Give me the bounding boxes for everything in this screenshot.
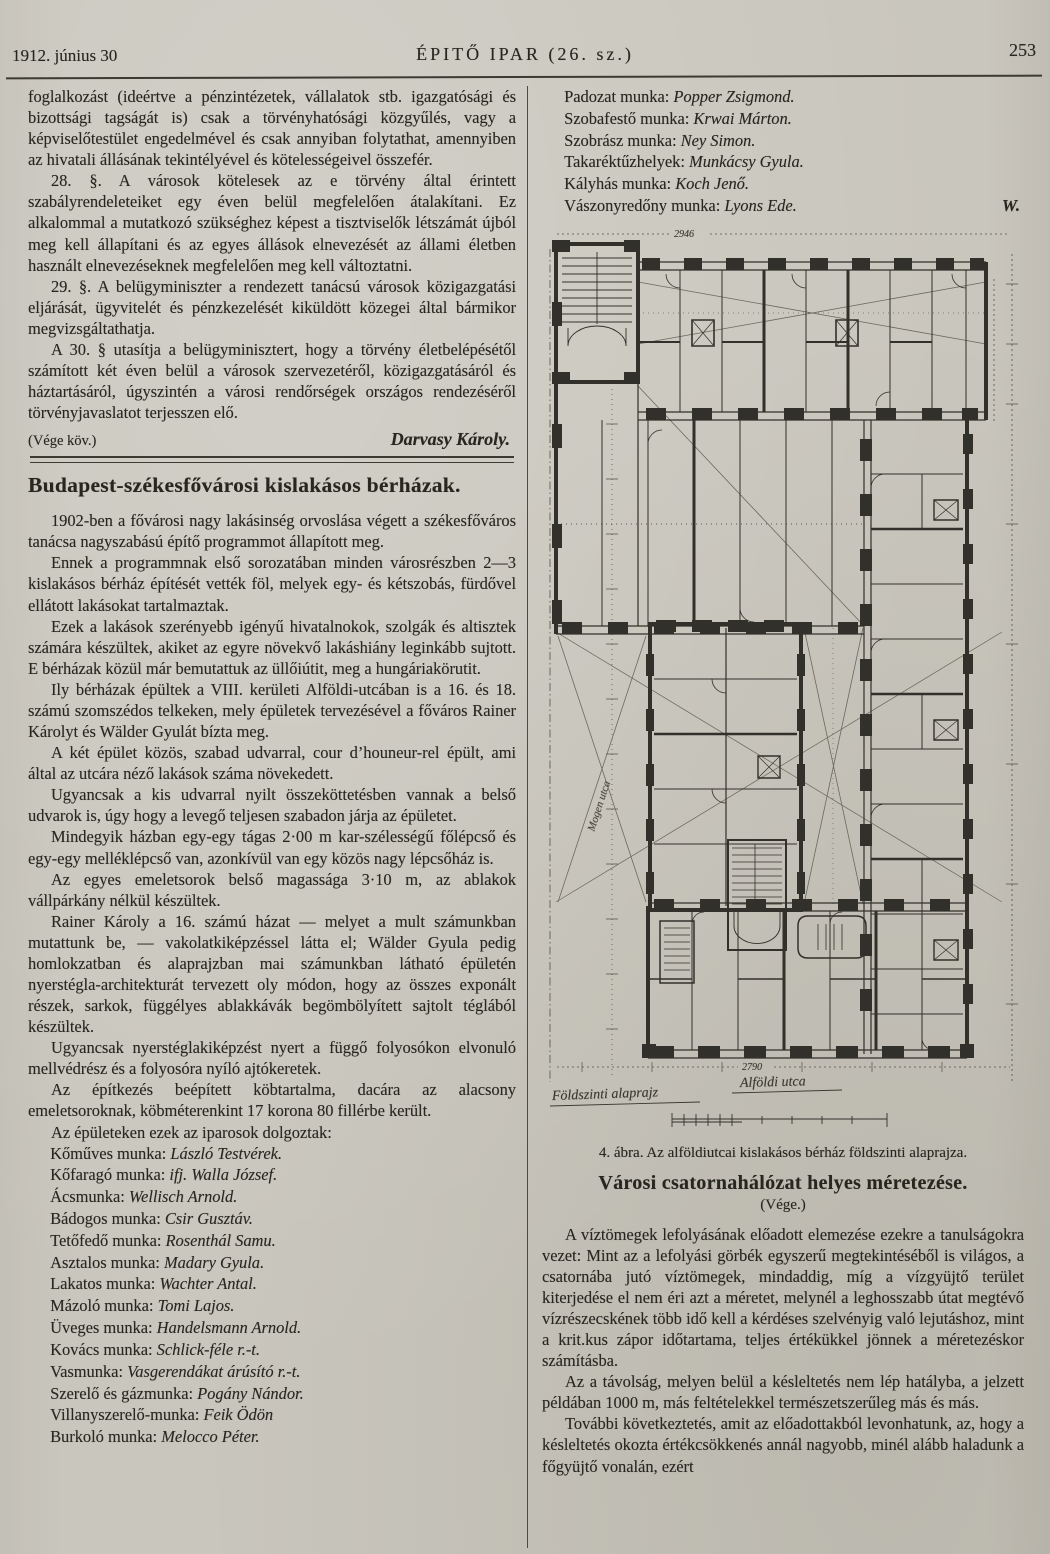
contractor-line xyxy=(28,1143,516,1165)
contractor-line xyxy=(28,1426,516,1448)
trade-label: Szerelő és gázmunka: xyxy=(50,1383,194,1403)
plan-dimension-bottom: 2790 xyxy=(742,1061,762,1073)
article1-paragraph: 28. §. A városok kötelesek az e törvény által érintett szabályrendeleteiket egy éven belül megfelelően átalakítani. Ez alkalommal a mutatkozó szükséghez képest a tisztviselők létszámát újból meg kell állapítani és az egyes állások elnevezését az állami életben használt elnevezéseknek megfelelően meg kell változtatni. xyxy=(28,171,516,275)
contractor-line xyxy=(28,1208,516,1230)
right-column xyxy=(542,86,1024,1477)
article1-paragraph: 29. §. A belügyminiszter a rendezett tanácsú városok közigazgatási eljárását, ügyvitelét és pénzkezelését kiküldött közegei által bármikor megvizsgáltathatja. xyxy=(28,276,516,338)
contractor-name: Wachter Antal. xyxy=(159,1274,257,1294)
article1-paragraph: foglalkozást (ideértve a pénzintézetek, vállalatok stb. igazgatósági és bizottsági tagságát is) csak a törvényhatósági közgyűlés, vagy a képviselőtestület engedelmével és csak annyiban folytathat, amennyiben az hivatali állásának tekintélyével és kötelességeivel összefér. xyxy=(28,87,516,170)
article3-paragraph: Az a távolság, melyen belül a késleltetés nem lép hatályba, a jelzett példában 1000 m, más feltételekkel természetszerűleg más és más. xyxy=(542,1372,1024,1413)
top-wing xyxy=(638,258,986,420)
contractor-line xyxy=(28,1295,516,1317)
contractor-line xyxy=(542,130,1024,152)
contractor-line xyxy=(28,1339,516,1361)
article2-paragraph: Ennek a programmnak első sorozatában minden városrészben 2—3 kislakásos bérház építését vették föl, melyek egy- és kétszobás, fürdővel ellátott lakásokat tartalmaztak. xyxy=(28,553,516,615)
contractor-line xyxy=(542,86,1024,108)
contractor-name: Handelsmann Arnold. xyxy=(156,1318,302,1338)
article2-paragraph: 1902-ben a fővárosi nagy lakásinség orvoslása végett a székesfőváros tanácsa nagyszabású építő programmot állapított meg. xyxy=(28,511,516,552)
contractor-name: Madary Gyula. xyxy=(163,1252,265,1272)
contractor-line xyxy=(28,1252,516,1274)
trade-label: Asztalos munka: xyxy=(50,1252,160,1272)
contractor-name: Popper Zsigmond. xyxy=(673,87,795,106)
left-column xyxy=(28,86,516,1448)
contractor-line xyxy=(28,1317,516,1339)
contractor-name: Lyons Ede. xyxy=(724,196,797,216)
article3-subtitle: (Vége.) xyxy=(760,1196,806,1213)
plan-label-street: Alföldi utca xyxy=(739,1073,806,1091)
column-divider xyxy=(527,86,528,1548)
page-number: 253 xyxy=(1009,40,1036,60)
contractor-line xyxy=(28,1186,516,1208)
main-staircase xyxy=(728,840,786,950)
article3-paragraph: További következtetés, amit az előadottakból levonhatunk, az, hogy a késleltetés okozta értékcsökkenés annál nagyobb, minél alább haladunk a főgyüjtő vonalán, ezért xyxy=(542,1414,1024,1476)
trade-label: Padozat munka: xyxy=(564,87,670,106)
contractor-line xyxy=(28,1164,516,1186)
scale-bar xyxy=(672,1113,887,1127)
trade-label: Kőfaragó munka: xyxy=(50,1165,166,1185)
article2-paragraph: Ugyancsak nyerstéglakiképzést nyert a függő folyosókon elvonuló mellvédrész és a folyosóra nyíló ajtókeretek. xyxy=(28,1038,516,1079)
trade-and-name xyxy=(564,195,797,218)
contractor-line xyxy=(28,1404,516,1426)
trade-label: Üveges munka: xyxy=(50,1318,153,1338)
contractor-name: ifj. Walla József. xyxy=(169,1165,278,1185)
trade-label: Burkoló munka: xyxy=(50,1427,158,1447)
contractor-name: Melocco Péter. xyxy=(161,1427,260,1447)
trade-label: Takaréktűzhelyek: xyxy=(564,152,685,172)
continuation-note: (Vége köv.) xyxy=(28,433,97,450)
article2-paragraph: Mindegyik házban egy-egy tágas 2·00 m kar-szélességű főlépcső és egy-egy melléklépcső van, azonkívül van egy közös nagy lépcsőház is. xyxy=(28,827,516,868)
contractor-line xyxy=(542,151,1024,173)
trade-label: Szobrász munka: xyxy=(564,130,677,150)
journal-title: ÉPITŐ IPAR (26. sz.) xyxy=(416,44,634,64)
contractor-name: Tomi Lajos. xyxy=(157,1296,235,1316)
article2-paragraph: A két épület közös, szabad udvarral, cour d’houneur-rel épült, ami által az utcára néző lakások száma növekedett. xyxy=(28,743,516,784)
contractor-name: Schlick-féle r.-t. xyxy=(156,1339,260,1359)
trade-label: Szobafestő munka: xyxy=(564,108,690,128)
contractor-name: Feik Ödön xyxy=(203,1405,274,1425)
contractor-line xyxy=(28,1273,516,1295)
contractor-name: Munkácsy Gyula. xyxy=(689,152,804,172)
street-wing xyxy=(642,899,974,1058)
article2-title: Budapest-székesfővárosi kislakásos bérházak. xyxy=(28,473,461,498)
contractor-name: Koch Jenő. xyxy=(675,174,749,194)
contractor-name: Rosenthál Samu. xyxy=(165,1230,276,1250)
figure-caption: 4. ábra. Az alföldiutcai kislakásos bérház földszinti alaprajza. xyxy=(598,1144,968,1161)
contractor-line xyxy=(28,1383,516,1405)
article2-paragraph: Ezek a lakások szerényebb igényű hivatalnokok, szolgák és altisztek számára készültek, akiket az egyre növekvő lakáshiány leginkább sujtott. E bérházak közül már bemutattuk az üllőiútit, meg a hungáriakörutit. xyxy=(28,616,516,678)
contractor-name: Pogány Nándor. xyxy=(197,1383,304,1403)
plan-label-ground-plan: Földszinti alaprajz xyxy=(551,1084,659,1104)
courtyard-diagonals xyxy=(556,282,1002,904)
article2-paragraph: Az egyes emeletsorok belső magassága 3·10 m, az ablakok vállpárkány nélkül készültek. xyxy=(28,869,516,910)
article2-paragraph: Rainer Károly a 16. számú házat — melyet a mult számunkban mutattunk be, — vakolatkiképzéssel látta el; Wälder Gyula pedig homlokzatban és alaprajzban mai számunkban látható épületén nyerstégla-architekturát tervezett oly módon, hogy az összes exponált részek, sarkok, függélyes ablakkávák begömbölyített sajtolt téglából készültek. xyxy=(28,911,516,1037)
header-rule xyxy=(6,75,1042,80)
trade-label: Kőműves munka: xyxy=(50,1143,167,1163)
contractor-line xyxy=(28,1361,516,1383)
article2-paragraph: Ugyancsak a kis udvarral nyilt összeköttetésben vannak a belső udvarok is, úgy hogy a levegő teljesen szabadon járja az épületet. xyxy=(28,785,516,826)
contractor-line xyxy=(542,173,1024,195)
trade-label: Lakatos munka: xyxy=(50,1274,156,1294)
central-wing xyxy=(646,620,805,910)
article3-title: Városi csatornahálózat helyes méretezése. xyxy=(598,1171,968,1194)
trade-label: Vászonyredőny munka: xyxy=(564,196,721,216)
trade-label: Kályhás munka: xyxy=(564,174,672,194)
plan-dimension-top: 2946 xyxy=(674,228,694,240)
contractor-line xyxy=(28,1230,516,1252)
article1-footer xyxy=(28,429,516,450)
contractor-name: Csir Gusztáv. xyxy=(164,1209,253,1229)
trade-label: Kovács munka: xyxy=(50,1339,153,1359)
contractor-line xyxy=(542,108,1024,130)
vestibule xyxy=(798,916,866,958)
trade-label: Vasmunka: xyxy=(50,1361,123,1381)
article2-paragraph: Az épületeken ezek az iparosok dolgoztak: xyxy=(50,1122,332,1142)
contractor-name: Krwai Márton. xyxy=(693,108,792,128)
trade-label: Ácsmunka: xyxy=(50,1187,125,1207)
trade-label: Bádogos munka: xyxy=(50,1209,161,1229)
contractor-name: Ney Simon. xyxy=(680,130,756,150)
section-divider-rule xyxy=(30,456,514,463)
author-signature: Darvasy Károly. xyxy=(390,429,510,450)
article1-paragraph: A 30. § utasítja a belügyminisztert, hogy a törvény életbelépésétől számított két éven belül a városok szervezetéről, közigazgatásáról és háztartásáról, úgyszintén a városi rendőrségek országos rendezéséről törvényjavaslatot terjesszen elő. xyxy=(28,339,516,423)
contractor-name: Wellisch Arnold. xyxy=(128,1187,238,1207)
trade-label: Villanyszerelő-munka: xyxy=(50,1405,200,1425)
contractor-name: Vasgerendákat árúsító r.-t. xyxy=(127,1361,301,1381)
contractor-name: László Testvérek. xyxy=(170,1143,283,1163)
article3-paragraph: A víztömegek lefolyásának előadott elemezése ezekre a tanulságokra vezet: Mint az a lefolyási görbék egyszerű megtekintéséből is világos, a csatornába jutó víztömegek, mindaddig, míg a vízgyüjtő terület kiterjedése el nem éri azt a méretet, melynél a leghosszabb útat megtévő vízrészecskének több idő kell a kérdéses szelvényig való lejutáshoz, mint a krit.kus zápor időtartama, teljes értékükkel jönnek a méretezéskor számításba. xyxy=(542,1224,1024,1371)
author-initials: W. xyxy=(1001,196,1020,216)
trade-label: Mázoló munka: xyxy=(50,1296,154,1316)
article2-paragraph: Az építkezés beépített köbtartalma, dacára az alacsony emeletsoroknak, köbméterenkint 17 korona 80 fillérbe került. xyxy=(28,1080,516,1121)
contractor-line xyxy=(542,195,1024,218)
plan-label-side-street: Mogen utca xyxy=(585,779,613,833)
trade-label: Tetőfedő munka: xyxy=(50,1230,162,1250)
floor-plan-figure xyxy=(542,224,1024,1162)
header-date: 1912. június 30 xyxy=(12,46,118,65)
stair-block xyxy=(552,240,640,384)
side-staircase xyxy=(660,921,694,983)
floor-plan-drawing xyxy=(542,224,1024,1136)
article2-paragraph: Ily bérházak épültek a VIII. kerületi Alföldi-utcában is a 16. és 18. számú szomszédos telkeken, mely épületek tervezésével a főváros Rainer Károlyt és Wälder Gyulát bízta meg. xyxy=(28,679,516,742)
